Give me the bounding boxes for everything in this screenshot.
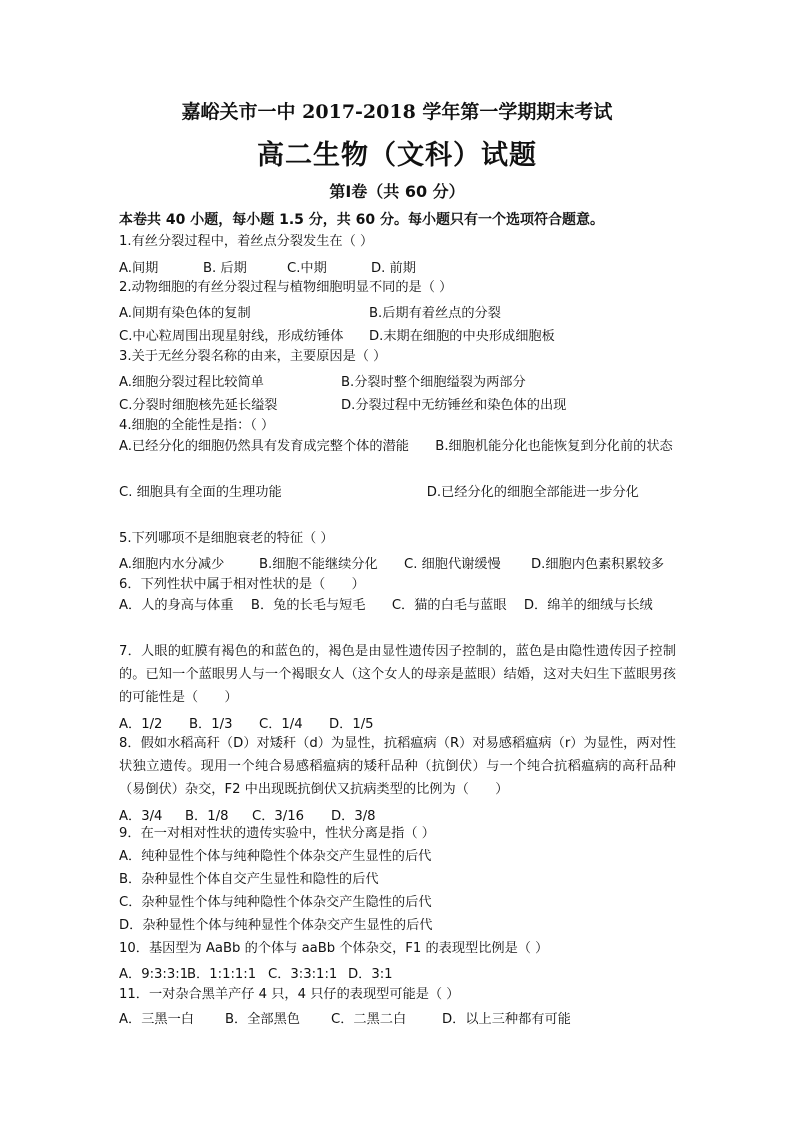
question-4-options-ab: A.已经分化的细胞仍然具有发育成完整个体的潜能 B.细胞机能分化也能恢复到分化前的状态 xyxy=(119,439,673,454)
question-2-option-c: C.中心粒周围出现星射线，形成纺锤体 xyxy=(119,329,344,344)
question-7-option-c: C．1/4 xyxy=(259,717,303,732)
question-5-option-b: B.细胞不能继续分化 xyxy=(259,557,378,572)
question-11-options xyxy=(119,1008,679,1028)
question-1-stem: 1.有丝分裂过程中，着丝点分裂发生在（ ） xyxy=(119,234,374,249)
question-1-option-a: A.间期 xyxy=(119,261,159,276)
question-2-options-row2 xyxy=(119,325,679,345)
question-11-option-a: A．三黑一白 xyxy=(119,1012,194,1027)
question-10-option-b: B．1:1:1:1 xyxy=(187,967,257,982)
question-7-option-a: A．1/2 xyxy=(119,717,163,732)
question-3-option-d: D.分裂过程中无纺锤丝和染色体的出现 xyxy=(341,398,567,413)
question-10-option-d: D．3:1 xyxy=(348,967,393,982)
question-5-option-d: D.细胞内色素积累较多 xyxy=(531,557,665,572)
question-11-option-d: D．以上三种都有可能 xyxy=(442,1012,571,1027)
question-9-option-b: B．杂种显性个体自交产生显性和隐性的后代 xyxy=(119,872,379,887)
section-instructions: 本卷共 40 小题，每小题 1.5 分，共 60 分。每小题只有一个选项符合题意。 xyxy=(119,212,605,228)
question-8-option-a: A．3/4 xyxy=(119,809,163,824)
question-1-option-b: B. 后期 xyxy=(203,261,247,276)
question-4-stem: 4.细胞的全能性是指：（ ） xyxy=(119,418,275,433)
question-1-options xyxy=(119,257,679,277)
question-2-option-a: A.间期有染色体的复制 xyxy=(119,306,251,321)
question-11-stem: 11．一对杂合黑羊产仔 4 只，4 只仔的表现型可能是（ ） xyxy=(119,987,460,1002)
question-2-option-d: D.末期在细胞的中央形成细胞板 xyxy=(369,329,555,344)
question-8-option-b: B．1/8 xyxy=(185,809,229,824)
question-3-option-a: A.细胞分裂过程比较简单 xyxy=(119,375,264,390)
section-heading: 第Ⅰ卷（共 60 分） xyxy=(329,182,465,201)
question-5-option-a: A.细胞内水分减少 xyxy=(119,557,225,572)
exam-title: 嘉峪关市一中 2017-2018 学年第一学期期末考试 xyxy=(181,101,613,123)
question-9-option-c: C．杂种显性个体与纯种隐性个体杂交产生隐性的后代 xyxy=(119,895,432,910)
question-5-option-c: C. 细胞代谢缓慢 xyxy=(404,557,501,572)
question-3-options-row1 xyxy=(119,371,679,391)
question-5-stem: 5.下列哪项不是细胞衰老的特征（ ） xyxy=(119,531,334,546)
question-7-options xyxy=(119,713,679,733)
question-1-option-d: D. 前期 xyxy=(371,261,416,276)
question-8-option-d: D．3/8 xyxy=(331,809,376,824)
question-2-stem: 2.动物细胞的有丝分裂过程与植物细胞明显不同的是（ ） xyxy=(119,280,453,295)
question-5-options xyxy=(119,553,679,573)
question-6-stem: 6．下列性状中属于相对性状的是（ ） xyxy=(119,577,365,592)
question-10-stem: 10．基因型为 AaBb 的个体与 aaBb 个体杂交，F1 的表现型比例是（ ） xyxy=(119,941,549,956)
question-9-option-d: D．杂种显性个体与纯种显性个体杂交产生显性的后代 xyxy=(119,918,433,933)
question-3-options-row2 xyxy=(119,394,679,414)
question-11-option-c: C．二黑二白 xyxy=(331,1012,407,1027)
question-11-option-b: B．全部黑色 xyxy=(225,1012,300,1027)
question-9-option-a: A．纯种显性个体与纯种隐性个体杂交产生显性的后代 xyxy=(119,849,432,864)
question-9-stem: 9．在一对相对性状的遗传实验中，性状分离是指（ ） xyxy=(119,826,435,841)
question-7-option-b: B．1/3 xyxy=(189,717,233,732)
question-4-options-cd: C. 细胞具有全面的生理功能 D.已经分化的细胞全部能进一步分化 xyxy=(119,485,639,500)
question-3-option-c: C.分裂时细胞核先延长缢裂 xyxy=(119,398,278,413)
exam-subject-title: 高二生物（文科）试题 xyxy=(257,140,537,171)
question-8-stem: 8．假如水稻高秆（D）对矮秆（d）为显性，抗稻瘟病（R）对易感稻瘟病（r）为显性，两对性状独立遗传。现用一个纯合易感稻瘟病的矮秆品种（抗倒伏）与一个纯合抗稻瘟病的高秆品种（易倒伏）杂交，F2 中出现既抗倒伏又抗病类型的比例为（ ） xyxy=(119,736,676,797)
question-2-option-b: B.后期有着丝点的分裂 xyxy=(369,306,501,321)
question-6-options: A．人的身高与体重 B．兔的长毛与短毛 C．猫的白毛与蓝眼 D．绵羊的细绒与长绒 xyxy=(119,598,653,613)
question-3-option-b: B.分裂时整个细胞缢裂为两部分 xyxy=(341,375,526,390)
question-10-option-c: C．3:3:1:1 xyxy=(268,967,338,982)
question-1-option-c: C.中期 xyxy=(287,261,327,276)
question-8-option-c: C．3/16 xyxy=(252,809,305,824)
question-8-options xyxy=(119,805,679,825)
question-3-stem: 3.关于无丝分裂名称的由来，主要原因是（ ） xyxy=(119,349,387,364)
question-2-options-row1 xyxy=(119,302,679,322)
question-7-stem: 7．人眼的虹膜有褐色的和蓝色的，褐色是由显性遗传因子控制的，蓝色是由隐性遗传因子控制的。已知一个蓝眼男人与一个褐眼女人（这个女人的母亲是蓝眼）结婚，这对夫妇生下蓝眼男孩的可能性是（ ） xyxy=(119,644,676,705)
question-7-option-d: D．1/5 xyxy=(329,717,374,732)
question-10-option-a: A．9:3:3:1 xyxy=(119,967,189,982)
question-10-options xyxy=(119,963,679,983)
